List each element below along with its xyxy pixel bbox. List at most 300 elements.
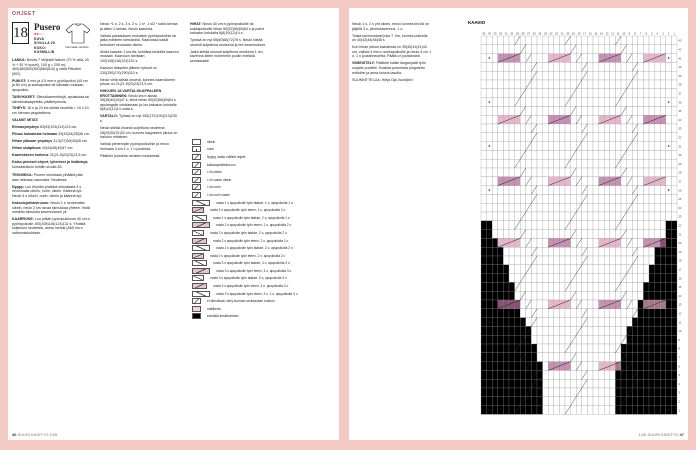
chart-cell (543, 370, 549, 379)
chart-purl-dot (668, 409, 670, 411)
chart-cell (655, 168, 661, 177)
chart-cell (548, 406, 554, 415)
materials-paragraph (12, 95, 90, 104)
chart-cell (649, 203, 655, 212)
chart-cell (649, 89, 655, 98)
chart-cell (610, 124, 616, 133)
chart-cell (537, 388, 543, 397)
chart-cell (520, 318, 526, 327)
chart-cell (593, 379, 599, 388)
chart-cell (604, 80, 610, 89)
chart-cell (531, 212, 537, 221)
chart-cell (671, 150, 677, 159)
chart-cell (554, 36, 560, 45)
chart-cell (515, 106, 521, 115)
chart-cell (576, 370, 582, 379)
chart-cell (559, 379, 565, 388)
chart-cell (632, 115, 638, 124)
chart-cell (487, 71, 493, 80)
chart-cell (660, 36, 666, 45)
materials-paragraph (12, 106, 90, 115)
chart-cell (627, 256, 633, 265)
chart-cell (627, 379, 633, 388)
chart-cell (520, 238, 526, 247)
chart-cell (554, 282, 560, 291)
chart-cell (565, 62, 571, 71)
chart-cell (599, 168, 605, 177)
legend-row (192, 313, 310, 321)
chart-cell (593, 186, 599, 195)
legend-symbol-icon (192, 230, 204, 236)
chart-cell (481, 133, 487, 142)
chart-cell (576, 106, 582, 115)
chart-cell (643, 133, 649, 142)
chart-cell (638, 106, 644, 115)
chart-cell (565, 370, 571, 379)
left-page-header: OHJEET (12, 11, 36, 17)
chart-cell (643, 194, 649, 203)
chart-cell (610, 45, 616, 54)
chart-cell (587, 309, 593, 318)
chart-cell (649, 221, 655, 230)
chart-cell (554, 309, 560, 318)
chart-cell (615, 194, 621, 203)
chart-cell (576, 397, 582, 406)
materials-paragraph (12, 79, 90, 93)
chart-cell (526, 168, 532, 177)
chart-cell (666, 150, 672, 159)
chart-cell (537, 150, 543, 159)
chart-cell (587, 80, 593, 89)
chart-cell (526, 159, 532, 168)
chart-cell (559, 106, 565, 115)
chart-cell (582, 397, 588, 406)
legend-row (192, 191, 310, 199)
chart-cell (604, 335, 610, 344)
chart-cell (610, 62, 616, 71)
chart-cell (587, 344, 593, 353)
chart-cell (638, 318, 644, 327)
chart-cell (632, 362, 638, 371)
chart-cell (627, 353, 633, 362)
chart-cell (604, 45, 610, 54)
chart-cell (481, 98, 487, 107)
chart-cell (627, 168, 633, 177)
chart-cell (509, 168, 515, 177)
chart-cell (565, 142, 571, 151)
chart-cell (649, 282, 655, 291)
finishing-text: Päättele kaikki langanpäät työn nurjalle puolelle. Kostuta puserosta pingotettu mittoihin ja anna kuivua tasolla. (352, 61, 426, 75)
chart-cell (543, 133, 549, 142)
chart-cell (498, 133, 504, 142)
chart-cell (621, 344, 627, 353)
chart-cell (627, 335, 633, 344)
legend-label: nosta 1 s apupuikolle työn taakse, 1 o, apupuikolta 1 o (216, 200, 293, 205)
chart-cell (643, 186, 649, 195)
chart-cell (615, 106, 621, 115)
chart-cell (671, 238, 677, 247)
chart-cell (492, 98, 498, 107)
chart-cell (492, 89, 498, 98)
chart-cell (621, 194, 627, 203)
chart-cell (649, 80, 655, 89)
chart-cell (587, 274, 593, 283)
chart-cell (604, 168, 610, 177)
chart-cell (565, 388, 571, 397)
chart-cell (492, 115, 498, 124)
chart-cell (503, 106, 509, 115)
left-footer-text: SUURI KÄSITYÖ 1/26 (17, 432, 58, 437)
chart-cell (593, 45, 599, 54)
legend-row (192, 199, 310, 207)
chart-cell (587, 115, 593, 124)
chart-cell (610, 353, 616, 362)
chart-cell (660, 203, 666, 212)
chart-cell (655, 45, 661, 54)
chart-cell (610, 309, 616, 318)
chart-cell (487, 282, 493, 291)
chart-row-label: 26 (678, 189, 682, 193)
chart-cell (565, 168, 571, 177)
chart-cell (554, 388, 560, 397)
chart-cell (571, 62, 577, 71)
chart-cell (643, 230, 649, 239)
chart-cell (593, 89, 599, 98)
chart-cell (638, 159, 644, 168)
chart-cell (487, 300, 493, 309)
chart-cell (610, 388, 616, 397)
chart-cell (671, 335, 677, 344)
technique-paragraph (12, 217, 90, 235)
chart-cell (655, 62, 661, 71)
sweater-caption: Normaali mitoitus. (65, 44, 90, 49)
chart-cell (666, 177, 672, 186)
sleeves-text: Jatka sileää ohuesti suljettuna neuleena 1 cm, kavenna sitten molemmin puolin merkkiä seuraavasti: (190, 49, 264, 63)
chart-cell (503, 159, 509, 168)
chart-cell (537, 212, 543, 221)
chart-cell (559, 335, 565, 344)
chart-cell (610, 80, 616, 89)
chart-cell (520, 177, 526, 186)
legend-symbol-icon (192, 200, 210, 206)
chart-cell (503, 36, 509, 45)
finishing-paragraph (352, 22, 432, 31)
chart-cell (649, 230, 655, 239)
chart-cell (492, 159, 498, 168)
chart-cell (671, 318, 677, 327)
chart-cell (666, 291, 672, 300)
chart-cell (649, 71, 655, 80)
chart-cell (503, 335, 509, 344)
chart-cell (610, 379, 616, 388)
sleeves-paragraph (190, 38, 266, 47)
chart-cell (548, 89, 554, 98)
chart-cell (643, 36, 649, 45)
chart-cell (526, 379, 532, 388)
materials-label: Hihan sisäpituus (12, 146, 42, 150)
chart-cell (537, 186, 543, 195)
chart-cell (660, 80, 666, 89)
chart-cell (615, 397, 621, 406)
chart-cell (660, 353, 666, 362)
legend-label: 1 lis oikein (207, 170, 222, 175)
chart-cell (621, 80, 627, 89)
chart-cell (666, 106, 672, 115)
finishing-paragraph (352, 45, 432, 59)
chart-cell (610, 256, 616, 265)
chart-cell (554, 186, 560, 195)
chart-cell (587, 335, 593, 344)
materials-label: LANKA: (12, 57, 27, 62)
right-page (349, 8, 688, 440)
chart-cell (571, 247, 577, 256)
instructions-paragraph (100, 34, 180, 48)
chart-cell (481, 54, 487, 63)
chart-cell (481, 247, 487, 256)
chart-cell (509, 133, 515, 142)
chart-cell (671, 406, 677, 415)
chart-cell (638, 98, 644, 107)
chart-cell (481, 124, 487, 133)
instructions-paragraph (100, 50, 180, 64)
chart-cell (649, 159, 655, 168)
chart-cell (559, 80, 565, 89)
chart-cell (526, 247, 532, 256)
chart-cell (565, 186, 571, 195)
chart-cell (621, 62, 627, 71)
chart-cell (503, 45, 509, 54)
chart-cell (543, 397, 549, 406)
chart-cell (671, 142, 677, 151)
chart-cell (671, 362, 677, 371)
chart-cell (587, 177, 593, 186)
chart-cell (604, 106, 610, 115)
chart-cell (610, 36, 616, 45)
column-1 (12, 22, 90, 417)
chart-cell (610, 247, 616, 256)
chart-cell (615, 186, 621, 195)
chart-cell (627, 45, 633, 54)
chart-cell (671, 45, 677, 54)
chart-cell (582, 115, 588, 124)
chart-cell (537, 291, 543, 300)
chart-cell (649, 353, 655, 362)
chart-cell (509, 344, 515, 353)
chart-cell (565, 318, 571, 327)
chart-cell (615, 335, 621, 344)
chart-cell (559, 265, 565, 274)
chart-cell (509, 203, 515, 212)
chart-cell (492, 326, 498, 335)
chart-cell (576, 124, 582, 133)
chart-cell (615, 274, 621, 283)
chart-cell (481, 370, 487, 379)
chart-cell (604, 150, 610, 159)
chart-cell (492, 230, 498, 239)
chart-row-label: 42 (678, 48, 682, 52)
chart-cell (531, 106, 537, 115)
chart-cell (487, 36, 493, 45)
chart-cell (487, 89, 493, 98)
chart-cell (509, 98, 515, 107)
chart-cell (503, 89, 509, 98)
materials-text: 21(21,5)22(23)23,5 cm. (49, 152, 88, 157)
chart-cell (481, 238, 487, 247)
chart-cell (576, 159, 582, 168)
chart-cell (559, 71, 565, 80)
chart-cell (498, 89, 504, 98)
chart-cell (649, 36, 655, 45)
chart-cell (587, 318, 593, 327)
chart-cell (559, 159, 565, 168)
chart-cell (615, 230, 621, 239)
chart-cell (632, 89, 638, 98)
chart-cell (643, 45, 649, 54)
chart-row-label: 31 (678, 145, 682, 149)
chart-cell (526, 186, 532, 195)
chart-cell (537, 71, 543, 80)
chart-cell (666, 238, 672, 247)
chart-purl-dot (489, 57, 491, 59)
chart-cell (554, 159, 560, 168)
chart-cell (554, 142, 560, 151)
chart-cell (582, 230, 588, 239)
chart-cell (582, 265, 588, 274)
chart-cell (503, 247, 509, 256)
technique-paragraph (12, 185, 90, 199)
column-3 (100, 22, 180, 417)
chart-cell (571, 54, 577, 63)
chart-cell (531, 89, 537, 98)
technique-label: Nyppy: (12, 184, 26, 189)
materials-label: Katso pieniset ohjeet, lyhenteet ja lisätietoja (12, 159, 88, 164)
chart-column-label: 27 (527, 32, 531, 36)
chart-cell (582, 353, 588, 362)
chart-cell (565, 265, 571, 274)
chart-cell (487, 80, 493, 89)
chart-cell (481, 230, 487, 239)
chart-cell (582, 335, 588, 344)
chart-cell (571, 36, 577, 45)
chart-cell (531, 282, 537, 291)
chart-cell (621, 256, 627, 265)
chart-cell (604, 62, 610, 71)
chart-cell (554, 106, 560, 115)
chart-cell (615, 247, 621, 256)
chart-row-label: 30 (678, 154, 682, 158)
chart-cell (498, 265, 504, 274)
chart-column-label: 10 (622, 32, 626, 36)
instructions-label: VARTALO: (100, 114, 120, 119)
chart-cell (582, 142, 588, 151)
chart-cell (503, 362, 509, 371)
chart-cell (655, 397, 661, 406)
chart-cell (610, 274, 616, 283)
chart-cell (627, 282, 633, 291)
instructions-text: Vaihda pakkauksen mukaisiin pyöröpuikoihin tai jatka edelleen silmukoilla. Kaaviossa kaikki kerrokset neulotaan oikein. (100, 33, 177, 47)
chart-cell (498, 379, 504, 388)
chart-cell (509, 291, 515, 300)
legend-row (192, 161, 310, 169)
chart-cell (548, 335, 554, 344)
chart-cell (526, 133, 532, 142)
chart-cell (509, 159, 515, 168)
chart-cell (537, 177, 543, 186)
chart-cell (632, 221, 638, 230)
chart-cell (481, 291, 487, 300)
chart-cell (531, 397, 537, 406)
chart-cell (543, 80, 549, 89)
chart-cell (627, 212, 633, 221)
chart-cell (548, 186, 554, 195)
materials-text: 43(44)45(45)47 cm. (41, 146, 74, 150)
chart-cell (481, 203, 487, 212)
chart-cell (548, 194, 554, 203)
chart-cell (587, 379, 593, 388)
legend-symbol-icon (192, 238, 207, 244)
chart-cell (531, 265, 537, 274)
chart-cell (655, 379, 661, 388)
chart-cell (666, 256, 672, 265)
chart-cell (604, 370, 610, 379)
chart-cell (666, 36, 672, 45)
chart-cell (548, 397, 554, 406)
chart-cell (599, 45, 605, 54)
chart-cell (599, 335, 605, 344)
chart-column-label: 28 (521, 32, 525, 36)
chart-cell (481, 89, 487, 98)
chart-cell (509, 309, 515, 318)
chart-cell (587, 194, 593, 203)
chart-column-label: 9 (628, 32, 631, 36)
chart-cell (548, 344, 554, 353)
legend-row (192, 184, 310, 192)
chart-column-label: 34 (487, 32, 491, 36)
chart-cell (627, 62, 633, 71)
chart-cell (509, 124, 515, 133)
chart-cell (571, 159, 577, 168)
instructions-paragraph (100, 22, 180, 31)
chart-cell (671, 177, 677, 186)
chart-cell (559, 318, 565, 327)
legend-symbol-icon (192, 291, 210, 297)
chart-cell (509, 326, 515, 335)
chart-cell (537, 274, 543, 283)
chart-cell (554, 247, 560, 256)
chart-cell (655, 203, 661, 212)
chart-cell (503, 230, 509, 239)
chart-cell (492, 309, 498, 318)
chart-row-label: 39 (678, 74, 682, 78)
chart-cell (638, 71, 644, 80)
chart-cell (554, 326, 560, 335)
chart-cell (543, 203, 549, 212)
chart-cell (543, 300, 549, 309)
chart-cell (621, 300, 627, 309)
chart-row-label: 3 (678, 391, 680, 395)
chart-cell (671, 256, 677, 265)
chart-cell (582, 177, 588, 186)
chart-cell (593, 124, 599, 133)
chart-cell (481, 177, 487, 186)
legend-label: nosta 2 s apupuikolle työn eteen, 2 n, apupuikolta 2 o (210, 253, 286, 258)
chart-cell (531, 98, 537, 107)
chart-cell (576, 186, 582, 195)
chart-cell (487, 203, 493, 212)
chart-cell (643, 397, 649, 406)
chart-cell (503, 186, 509, 195)
chart-cell (520, 98, 526, 107)
